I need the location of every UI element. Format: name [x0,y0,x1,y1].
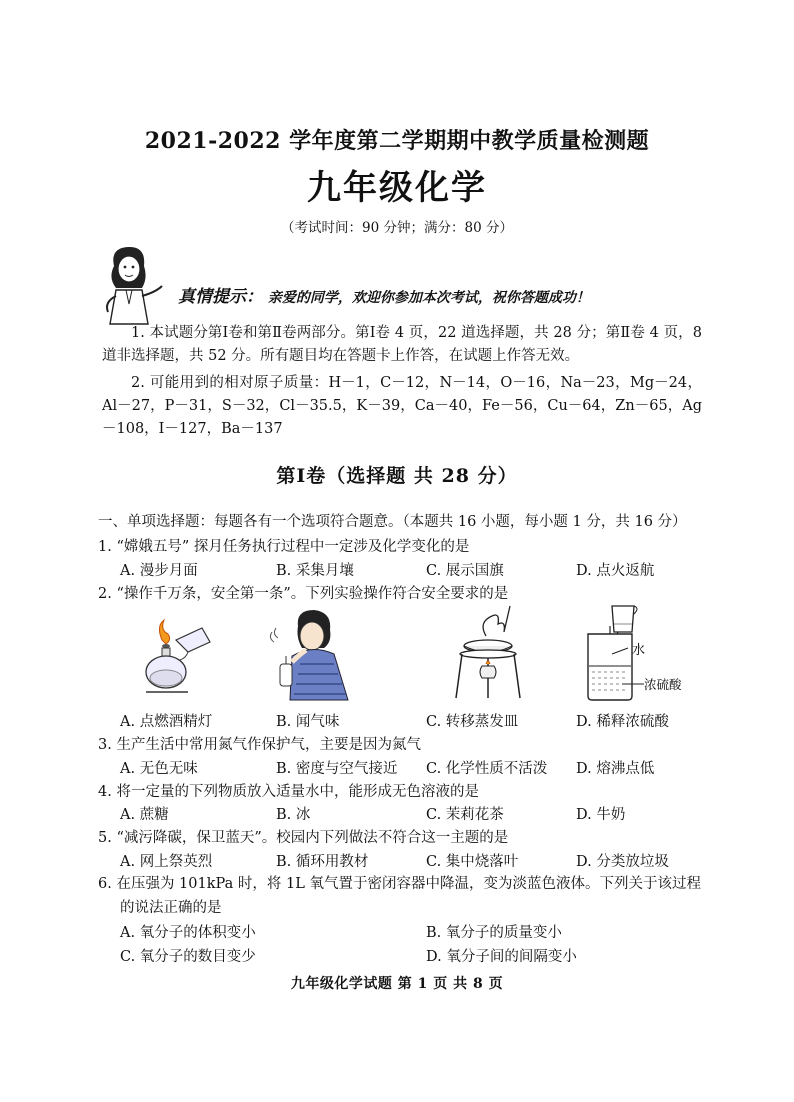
tip-text: 亲爱的同学，欢迎你参加本次考试，祝你答题成功！ [267,290,590,306]
question-6-stem-line2: 的说法正确的是 [120,900,222,916]
q2-option-a: A. 点燃酒精灯 [120,714,213,730]
dilute-acid-figure [582,604,692,704]
q1-option-a: A. 漫步月面 [120,563,198,579]
question-2-stem: 2. “操作千万条，安全第一条”。下列实验操作符合安全要求的是 [98,586,509,602]
q5-option-c: C. 集中烧落叶 [426,854,519,870]
cartoon-girl-icon [96,244,166,326]
question-4-stem: 4. 将一定量的下列物质放入适量水中，能形成无色溶液的是 [98,784,479,800]
part-heading: 一、单项选择题：每题各有一个选项符合题意。（本题共 16 小题，每小题 1 分，共 16 分） [98,514,687,530]
tip-label: 真情提示： [178,287,263,307]
exam-title: 2021-2022 学年度第二学期期中教学质量检测题 [144,128,650,154]
question-3-stem: 3. 生产生活中常用氮气作保护气，主要是因为氮气 [98,737,421,753]
q2-option-b: B. 闻气味 [276,714,340,730]
q6-option-b: B. 氧分子的质量变小 [426,925,562,941]
section-title: 第Ⅰ卷（选择题 共 28 分） [276,465,518,487]
q5-option-b: B. 循环用教材 [276,854,369,870]
question-1-stem: 1. “嫦娥五号” 探月任务执行过程中一定涉及化学变化的是 [98,539,470,555]
water-label: 水 [632,643,646,658]
q1-option-c: C. 展示国旗 [426,563,504,579]
q6-option-d: D. 氧分子间的间隔变小 [426,949,577,965]
q3-option-d: D. 熔沸点低 [576,761,655,777]
instruction-1: 1. 本试题分第Ⅰ卷和第Ⅱ卷两部分。第Ⅰ卷 4 页，22 道选择题，共 28 分；第Ⅱ卷 4 页，8 道非选择题，共 52 分。所有题目均在答题卡上作答，在试题上作答无效。 [102,325,702,364]
question-5-stem: 5. “减污降碳，保卫蓝天”。校园内下列做法不符合这一主题的是 [98,830,509,846]
q5-option-d: D. 分类放垃圾 [576,854,669,870]
exam-info: （考试时间：90 分钟；满分：80 分） [281,220,513,236]
evaporating-dish-figure [452,606,524,702]
acid-label: 浓硫酸 [644,677,682,692]
q1-option-d: D. 点火返航 [576,563,655,579]
question-6-stem-line1: 6. 在压强为 101kPa 时，将 1L 氧气置于密闭容器中降温，变为淡蓝色液体。下列关于该过程 [98,876,701,892]
page-footer: 九年级化学试题 第 1 页 共 8 页 [290,976,504,992]
q1-option-b: B. 采集月壤 [276,563,354,579]
q4-option-c: C. 茉莉花茶 [426,807,504,823]
q6-option-a: A. 氧分子的体积变小 [120,925,256,941]
q4-option-b: B. 冰 [276,807,311,823]
alcohol-lamp-figure [140,620,214,702]
q3-option-b: B. 密度与空气接近 [276,761,398,777]
q6-option-c: C. 氧分子的数目变少 [120,949,256,965]
q2-option-c: C. 转移蒸发皿 [426,714,519,730]
subject-title: 九年级化学 [307,168,487,208]
smelling-figure [262,608,358,702]
tip-row [178,282,590,307]
q3-option-c: C. 化学性质不活泼 [426,761,548,777]
q3-option-a: A. 无色无味 [120,761,198,777]
q4-option-d: D. 牛奶 [576,807,626,823]
q2-option-d: D. 稀释浓硫酸 [576,714,669,730]
q5-option-a: A. 网上祭英烈 [120,854,213,870]
instruction-2: 2. 可能用到的相对原子质量：H－1，C－12，N－14，O－16，Na－23，Mg－24，Al－27，P－31，S－32，Cl－35.5，K－39，Ca－40，Fe－56，Cu－64，Zn－65，Ag－108，I－127，Ba－137 [102,375,702,437]
q4-option-a: A. 蔗糖 [120,807,169,823]
